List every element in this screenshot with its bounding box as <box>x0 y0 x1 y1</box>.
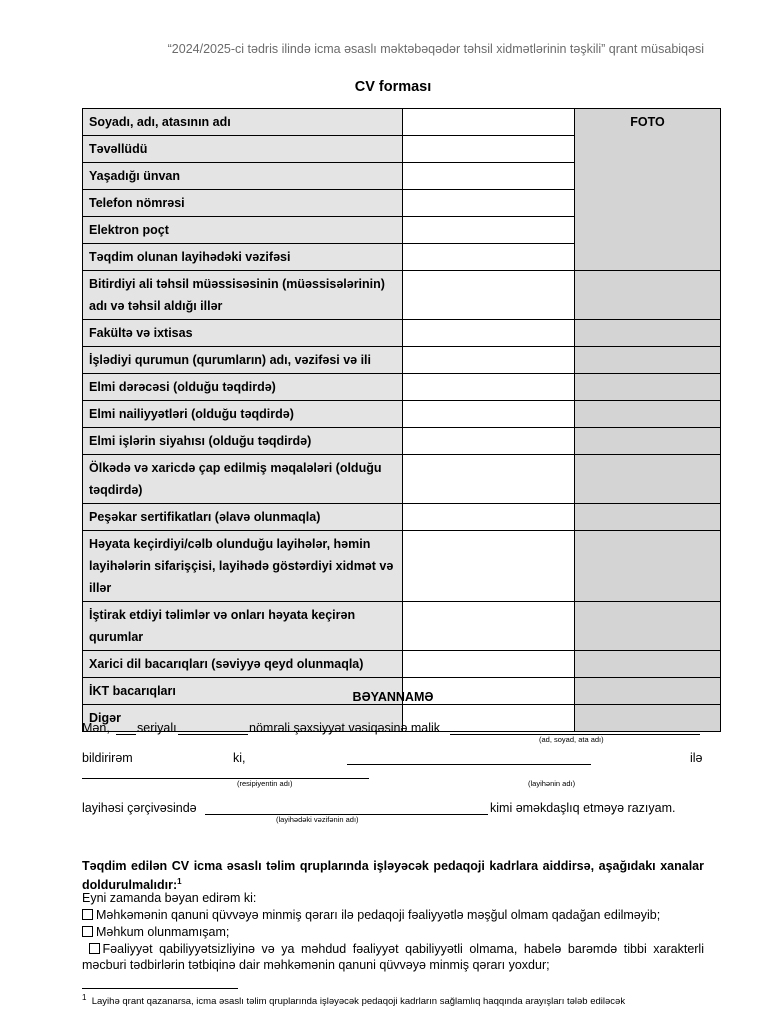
input-cell[interactable] <box>403 190 575 217</box>
input-cell[interactable] <box>403 109 575 136</box>
input-cell[interactable] <box>403 504 575 531</box>
table-row <box>83 320 721 347</box>
table-row <box>83 401 721 428</box>
input-cell[interactable] <box>403 163 575 190</box>
row-label: İştirak etdiyi təlimlər və onları həyata keçirən qurumlar <box>83 602 403 651</box>
grey-cell <box>575 531 721 602</box>
grey-cell <box>575 401 721 428</box>
row-label: Təvəllüdü <box>83 136 403 163</box>
row-label: Bitirdiyi ali təhsil müəssisəsinin (müəssisələrinin) adı və təhsil aldığı illər <box>83 271 403 320</box>
footnote-mark: 1 <box>82 993 87 1002</box>
project-name-hint: (layihənin adı) <box>528 779 576 788</box>
recipient-name-blank[interactable] <box>82 778 369 779</box>
declaration-line1-text-b: seriyalı <box>137 721 177 735</box>
grey-cell <box>575 602 721 651</box>
input-cell[interactable] <box>403 401 575 428</box>
row-label: İKT bacarıqları <box>83 678 403 705</box>
footnote <box>82 993 625 1007</box>
position-hint: (layihədəki vəzifənin adı) <box>276 815 359 824</box>
id-number-blank[interactable] <box>178 734 248 735</box>
list-item <box>82 924 704 940</box>
row-label: Soyadı, adı, atasının adı <box>83 109 403 136</box>
declaration-line1-text-a: Mən, <box>82 721 110 735</box>
series-blank[interactable] <box>116 734 136 735</box>
recipient-name-hint: (resipiyentin adı) <box>237 779 293 788</box>
row-label: Telefon nömrəsi <box>83 190 403 217</box>
input-cell[interactable] <box>403 374 575 401</box>
list-item-text: Məhkum olunmamışam; <box>96 925 230 939</box>
row-label: Fakültə və ixtisas <box>83 320 403 347</box>
list-item-text: Fəaliyyət qabiliyyətsizliyinə və ya məhdud fəaliyyət qabiliyyətli olmama, habelə barəmdə tibbi xarakterli məcburi tədbirlərin tətbiqinə dair məhkəmənin qanuni qüvvəyə minmiş qərarı yoxdur; <box>82 942 704 972</box>
grey-cell <box>575 374 721 401</box>
photo-cell[interactable] <box>575 109 721 271</box>
project-name-blank[interactable] <box>347 764 591 765</box>
full-name-hint: (ad, soyad, ata adı) <box>539 735 604 744</box>
grey-cell <box>575 428 721 455</box>
document-header: “2024/2025-ci tədris ilində icma əsaslı məktəbəqədər təhsil xidmətlərinin təşkili” qrant müsabiqəsi <box>167 42 704 56</box>
table-row <box>83 504 721 531</box>
declaration-line3-text-a: layihəsi çərçivəsində <box>82 801 197 815</box>
row-label: Yaşadığı ünvan <box>83 163 403 190</box>
table-row <box>83 347 721 374</box>
row-label: Xarici dil bacarıqları (səviyyə qeyd olunmaqla) <box>83 651 403 678</box>
row-label: Elmi nailiyyətləri (olduğu təqdirdə) <box>83 401 403 428</box>
page-title: CV forması <box>354 79 432 95</box>
note-intro: Eyni zamanda bəyan edirəm ki: <box>82 891 257 905</box>
table-row <box>83 531 721 602</box>
list-item <box>82 907 704 923</box>
input-cell[interactable] <box>403 217 575 244</box>
grey-cell <box>575 347 721 374</box>
photo-label: FOTO <box>630 115 665 129</box>
footnote-ref: 1 <box>177 877 182 886</box>
row-label: Elektron poçt <box>83 217 403 244</box>
footnote-text: Layihə qrant qazanarsa, icma əsaslı təlim qruplarında işləyəcək pedaqoji kadrların sağlamlıq haqqında arayışları tələb ediləcək <box>91 996 626 1008</box>
input-cell[interactable] <box>403 244 575 271</box>
input-cell[interactable] <box>403 347 575 374</box>
grey-cell <box>575 320 721 347</box>
table-row <box>83 374 721 401</box>
checkbox[interactable] <box>82 926 93 937</box>
row-label: Digər <box>83 705 403 732</box>
note-heading <box>82 858 704 893</box>
grey-cell <box>575 651 721 678</box>
row-label: İşlədiyi qurumun (qurumların) adı, vəzifəsi və ili <box>83 347 403 374</box>
row-label: Elmi dərəcəsi (olduğu təqdirdə) <box>83 374 403 401</box>
row-label: Təqdim olunan layihədəki vəzifəsi <box>83 244 403 271</box>
input-cell[interactable] <box>403 651 575 678</box>
declaration-line2-text-a: bildirirəm <box>82 751 133 765</box>
grey-cell <box>575 271 721 320</box>
declaration-line2-text-c: ilə <box>690 751 703 765</box>
input-cell[interactable] <box>403 428 575 455</box>
list-item <box>82 941 704 973</box>
table-row <box>83 651 721 678</box>
input-cell[interactable] <box>403 531 575 602</box>
grey-cell <box>575 705 721 732</box>
input-cell[interactable] <box>403 320 575 347</box>
declaration-line1-text-c: nömrəli şəxsiyyət vəsiqəsinə malik <box>249 721 441 735</box>
table-row <box>83 271 721 320</box>
footnote-divider <box>82 988 238 989</box>
row-label: Həyata keçirdiyi/cəlb olunduğu layihələr, həmin layihələrin sifarişçisi, layihədə göstərdiyi xidmət və illər <box>83 531 403 602</box>
checkbox[interactable] <box>82 909 93 920</box>
row-label: Peşəkar sertifikatları (əlavə olunmaqla) <box>83 504 403 531</box>
declaration-line3-text-b: kimi əməkdaşlıq etməyə razıyam. <box>490 801 676 815</box>
table-row <box>83 109 721 136</box>
checkbox[interactable] <box>89 943 100 954</box>
declaration-title: BƏYANNAMƏ <box>352 690 434 704</box>
list-item-text: Məhkəmənin qanuni qüvvəyə minmiş qərarı ilə pedaqoji fəaliyyətlə məşğul olmam qadağan edilməyib; <box>96 908 661 922</box>
input-cell[interactable] <box>403 271 575 320</box>
table-row <box>83 455 721 504</box>
table-row <box>83 602 721 651</box>
row-label: Ölkədə və xaricdə çap edilmiş məqalələri (olduğu təqdirdə) <box>83 455 403 504</box>
input-cell[interactable] <box>403 455 575 504</box>
input-cell[interactable] <box>403 136 575 163</box>
cv-form-table <box>82 108 721 732</box>
grey-cell <box>575 504 721 531</box>
table-row <box>83 428 721 455</box>
note-bold-text: Təqdim edilən CV icma əsaslı təlim qruplarında işləyəcək pedaqoji kadrlara aiddirsə, aşağıdakı xanalar doldurulmalıdır: <box>82 859 704 893</box>
declaration-line2-text-b: ki, <box>233 751 246 765</box>
row-label: Elmi işlərin siyahısı (olduğu təqdirdə) <box>83 428 403 455</box>
grey-cell <box>575 455 721 504</box>
input-cell[interactable] <box>403 602 575 651</box>
